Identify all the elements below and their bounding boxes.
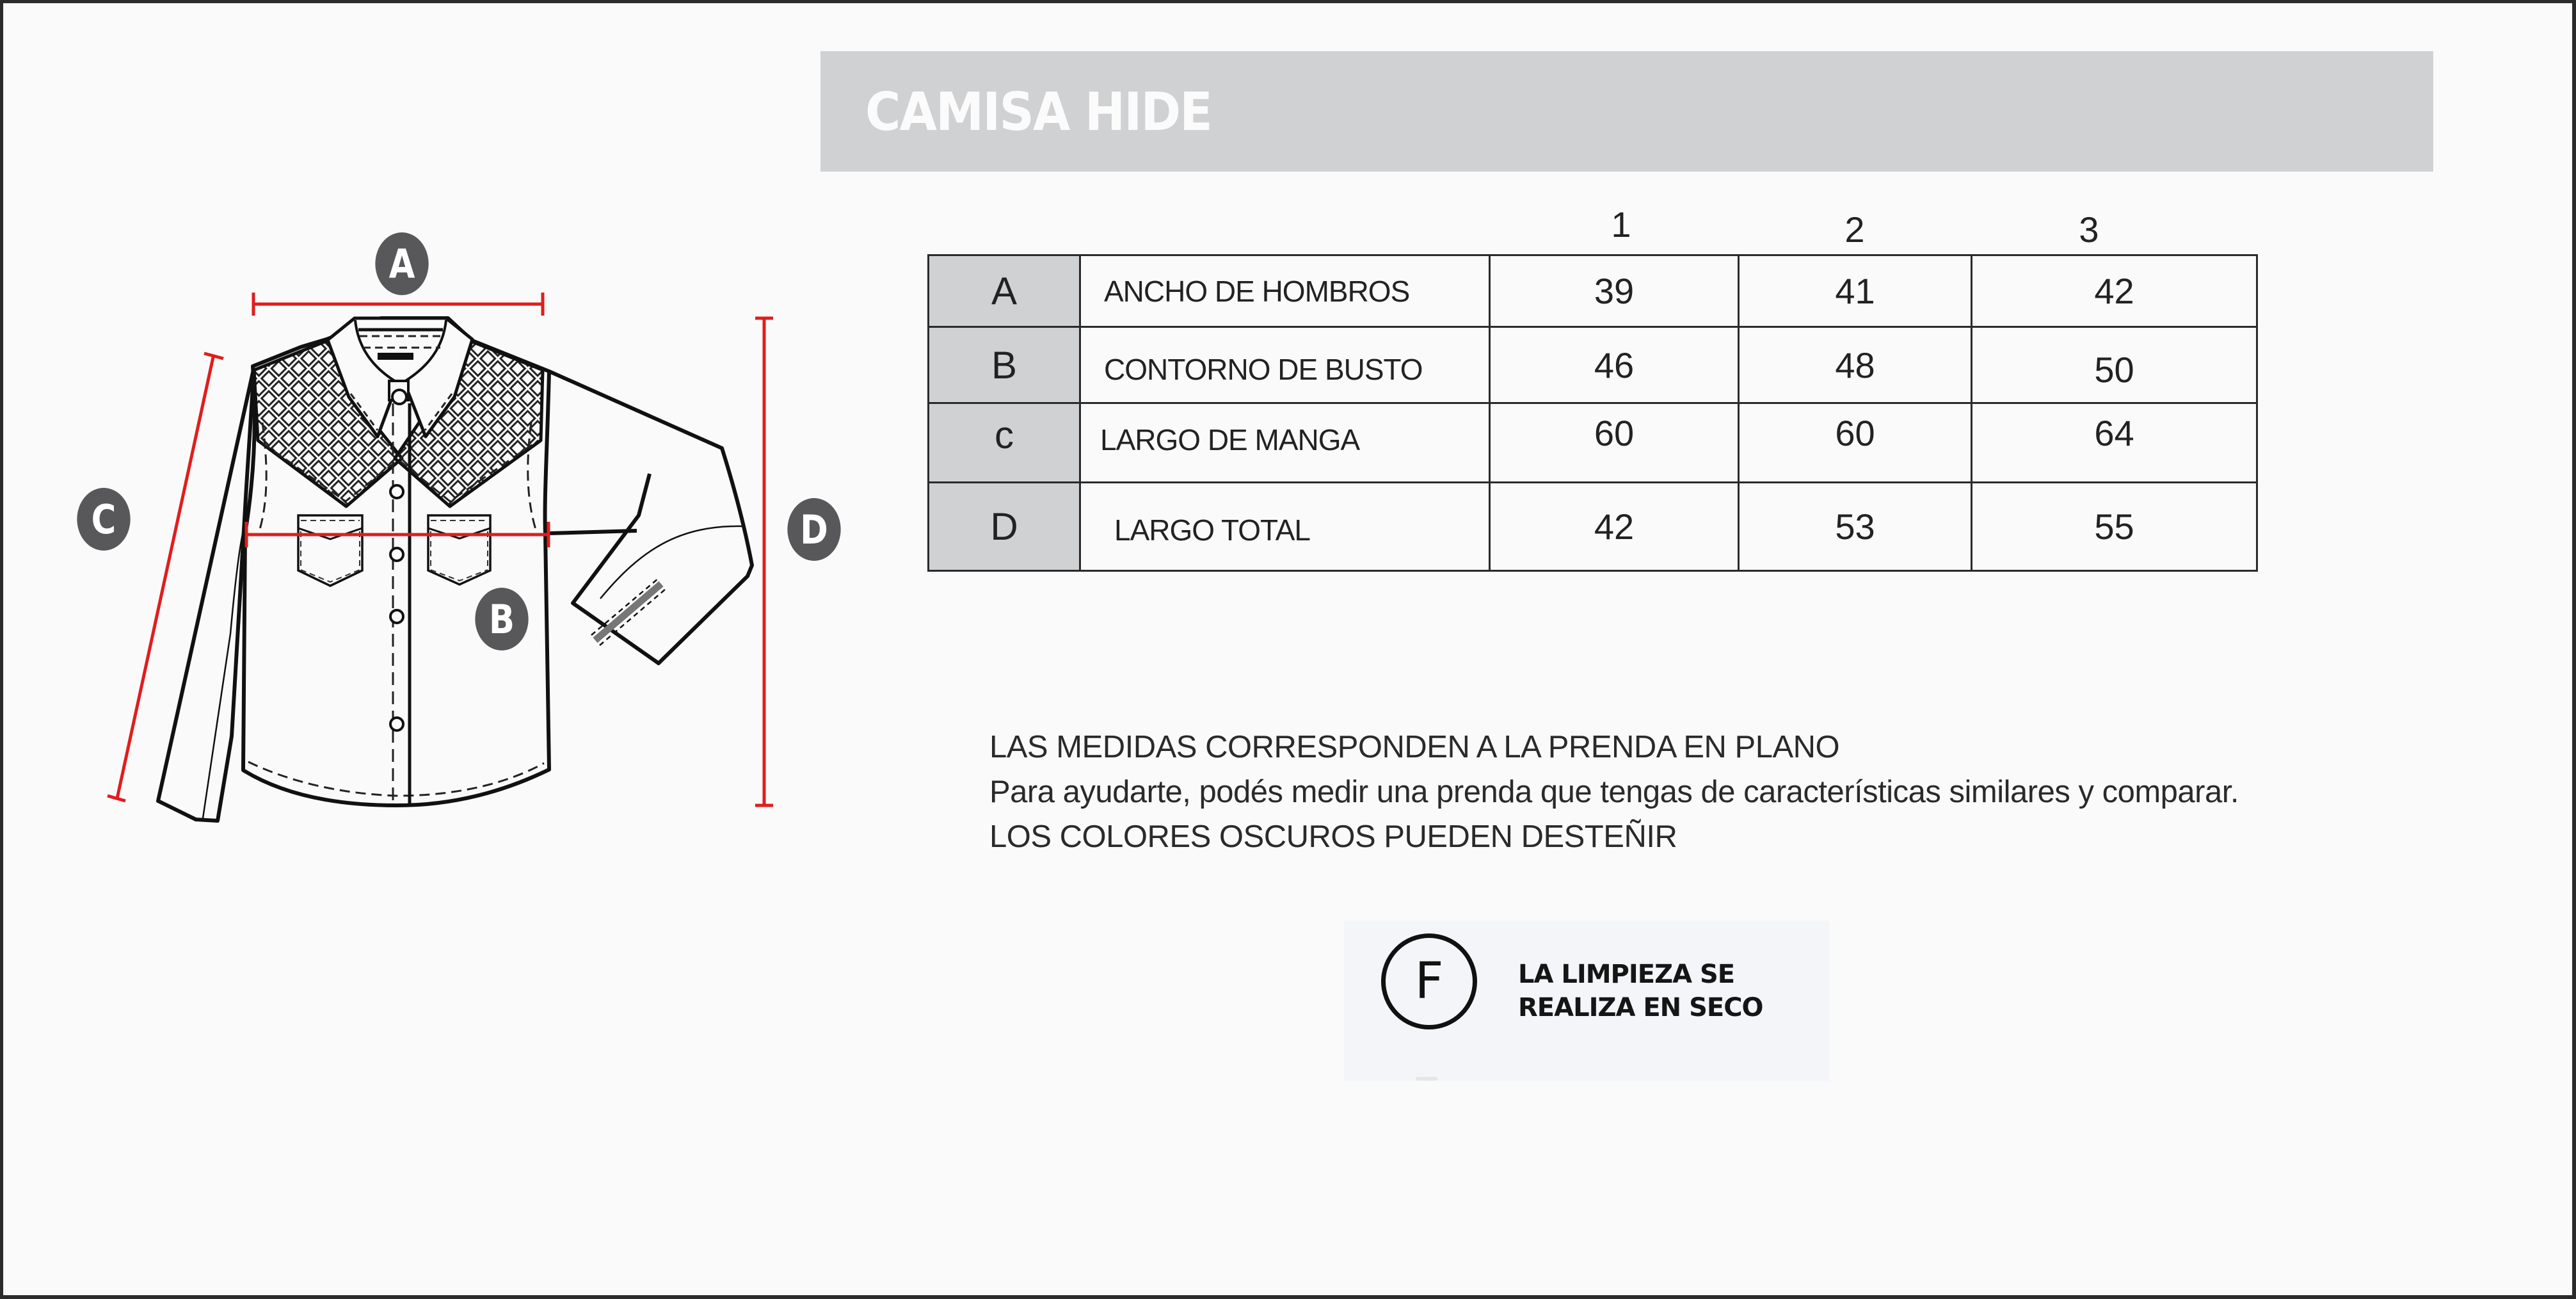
table-row — [929, 403, 2257, 483]
measure-label: LARGO TOTAL — [1080, 483, 1490, 571]
care-instruction — [1344, 921, 1829, 1081]
measure-value-size-3: 55 — [1972, 483, 2257, 571]
note-line: LOS COLORES OSCUROS PUEDEN DESTEÑIR — [989, 819, 1677, 854]
badge-d: D — [787, 498, 840, 561]
measure-key: B — [929, 327, 1080, 403]
care-tab — [1416, 1077, 1437, 1081]
pocket-left — [298, 515, 362, 586]
care-line-1: LA LIMPIEZA SE — [1518, 960, 1735, 989]
measure-label: CONTORNO DE BUSTO — [1080, 327, 1490, 403]
measure-value-size-1: 46 — [1490, 327, 1739, 403]
table-row — [929, 327, 2257, 403]
pocket-right — [428, 515, 490, 585]
measure-value-size-1: 39 — [1490, 255, 1739, 327]
measure-key: c — [929, 403, 1080, 483]
measure-value-size-3: 64 — [1972, 403, 2257, 483]
shirt-diagram-icon — [0, 0, 858, 858]
measure-label: LARGO DE MANGA — [1080, 403, 1490, 483]
size-header-1: 1 — [1611, 204, 1631, 245]
measure-value-size-2: 60 — [1739, 403, 1972, 483]
measurement-notes — [989, 725, 2239, 859]
dry-clean-icon — [1381, 933, 1477, 1029]
measure-value-size-2: 53 — [1739, 483, 1972, 571]
measure-key: A — [929, 255, 1080, 327]
measure-value-size-2: 41 — [1739, 255, 1972, 327]
measure-label: ANCHO DE HOMBROS — [1080, 255, 1490, 327]
dry-clean-symbol: F — [1414, 953, 1444, 1010]
note-line: LAS MEDIDAS CORRESPONDEN A LA PRENDA EN PLANO — [989, 730, 1840, 764]
table-row — [929, 483, 2257, 571]
table-row — [929, 255, 2257, 327]
measure-value-size-3: 50 — [1972, 327, 2257, 403]
size-header-2: 2 — [1844, 209, 1865, 250]
measure-value-size-1: 60 — [1490, 403, 1739, 483]
badge-c: C — [77, 488, 130, 551]
badge-b: B — [475, 588, 528, 650]
note-line: Para ayudarte, podés medir una prenda que tengas de características similares y comparar. — [989, 775, 2239, 809]
title-bar — [820, 51, 2433, 172]
size-header-3: 3 — [2079, 209, 2099, 250]
size-table — [927, 254, 2258, 572]
measure-value-size-3: 42 — [1972, 255, 2257, 327]
page-title: CAMISA HIDE — [865, 82, 1212, 143]
care-text — [1518, 958, 1763, 1024]
care-line-2: REALIZA EN SECO — [1518, 993, 1763, 1022]
measure-key: D — [929, 483, 1080, 571]
badge-a: A — [375, 232, 428, 295]
measure-value-size-2: 48 — [1739, 327, 1972, 403]
measure-value-size-1: 42 — [1490, 483, 1739, 571]
